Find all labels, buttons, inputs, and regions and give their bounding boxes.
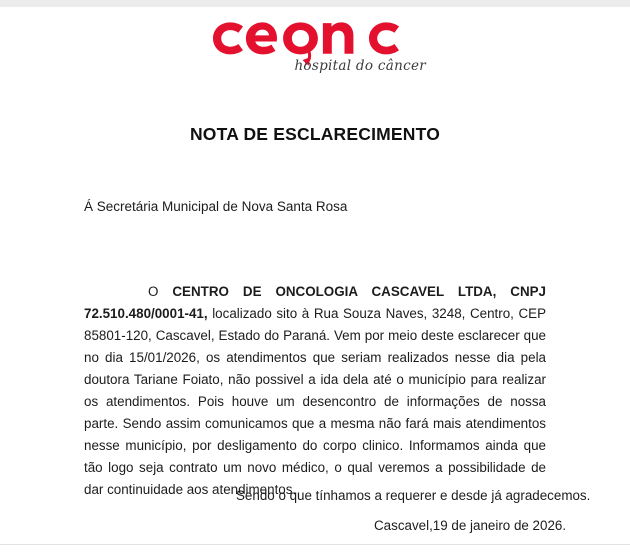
body-lead-in: O <box>148 284 173 300</box>
logo-block <box>0 8 630 77</box>
body-paragraph <box>84 281 546 501</box>
company-name: CENTRO DE ONCOLOGIA CASCAVEL LTDA, CNPJ 72.510.480/0001-41, <box>84 284 546 322</box>
bottom-edge-rule <box>0 544 630 545</box>
closing-line: Sendo o que tínhamos a requerer e desde já agradecemos. <box>236 488 591 503</box>
body-rest: localizado sito à Rua Souza Naves, 3248, Centro, CEP 85801-120, Cascavel, Estado do Paraná. Vem por meio deste esclarecer que no dia 15/01/2026, os atendimentos que seriam realizados nesse dia pela doutora Tariane Foiato, não possivel a ida dela até o município para realizar os atendimentos. Pois houve um desencontro de informações de nossa parte. Sendo assim comunicamos que a mesma não fará mais atendimentos nesse município, por desligamento do corpo clinico. Informamos ainda que tão logo seja contrato um novo médico, o qual veremos a possibilidade de dar continuidade aos atendimentos. <box>84 306 546 498</box>
page-title: NOTA DE ESCLARECIMENTO <box>189 124 441 144</box>
addressee-line: Á Secretária Municipal de Nova Santa Rosa <box>84 199 348 214</box>
logo-tagline: hospital do câncer <box>294 58 426 74</box>
top-edge-band <box>0 0 630 7</box>
signoff-date: Cascavel,19 de janeiro de 2026. <box>374 518 567 533</box>
